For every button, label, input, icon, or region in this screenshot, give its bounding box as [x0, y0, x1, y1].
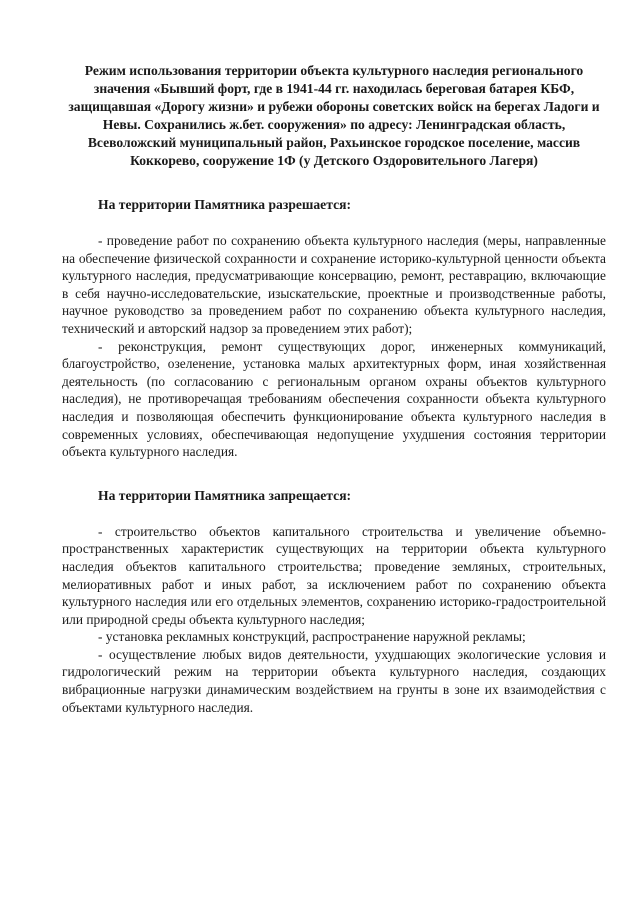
- allowed-item-1: - проведение работ по сохранению объекта культурного наследия (меры, направленные на обеспечение физической сохранности и сохранение историко-культурной ценности объекта культурного наследия, предусматривающие консервацию, ремонт, реставрацию, включающие в себя научно-исследовательские, изыскательские, проектные и производственные работы, научное руководство за проведением работ по сохранению объекта культурного наследия, технический и авторский надзор за проведением этих работ);: [62, 233, 606, 336]
- forbidden-item-2: - установка рекламных конструкций, распространение наружной рекламы;: [98, 629, 526, 645]
- document-page: [62, 62, 606, 716]
- forbidden-item-1: - строительство объектов капитального строительства и увеличение объемно-пространственных характеристик существующих на территории объекта культурного наследия объектов капитального строительства; проведение земляных, строительных, мелиоративных работ и иных работ, за исключением работ по сохранению объекта культурного наследия или его отдельных элементов, сохранению историко-градостроительной или природной среды объекта культурного наследия;: [62, 523, 606, 627]
- forbidden-item-3: - осуществление любых видов деятельности, ухудшающих экологические условия и гидрологический режим на территории объекта культурного наследия, создающих вибрационные нагрузки динамическим воздействием на грунты в зоне их взаимодействия с объектами культурного наследия.: [62, 646, 606, 715]
- allowed-heading: На территории Памятника разрешается:: [98, 197, 351, 212]
- document-title: Режим использования территории объекта культурного наследия регионального значения «Бывший форт, где в 1941-44 гг. находилась береговая батарея КБФ, защищавшая «Дорогу жизни» и рубежи обороны советских войск на берегах Ладоги и Невы. Сохранились ж.бет. сооружения» по адресу: Ленинградская область, Всеволожский муниципальный район, Рахьинское городское поселение, массив Коккорево, сооружение 1Ф (у Детского Оздоровительного Лагеря): [68, 63, 600, 168]
- allowed-item-2: - реконструкция, ремонт существующих дорог, инженерных коммуникаций, благоустройство, озеленение, установка малых архитектурных форм, иная хозяйственная деятельность (по согласованию с региональным органом охраны объектов культурного наследия), не противоречащая требованиям обеспечения сохранности объекта культурного наследия и позволяющая обеспечить функционирование объекта культурного наследия в современных условиях, обеспечивающая недопущение ухудшения состояния территории объекта культурного наследия.: [62, 338, 606, 460]
- forbidden-heading: На территории Памятника запрещается:: [98, 487, 352, 503]
